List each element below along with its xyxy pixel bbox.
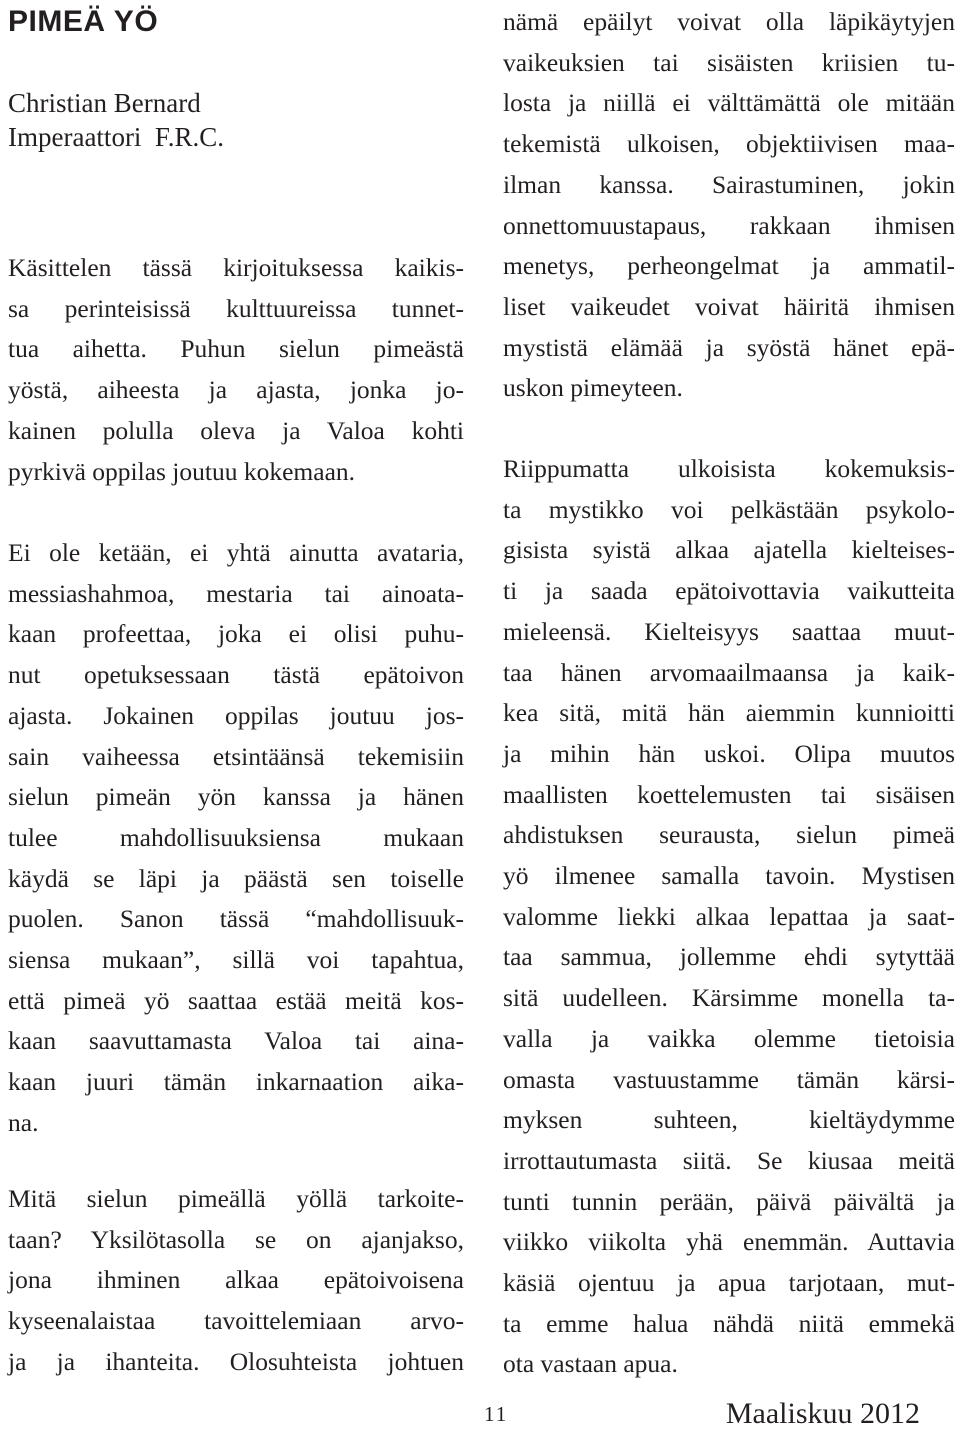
text-line: kea sitä, mitä hän aiemmin kunnioitti (503, 698, 955, 728)
text-line: että pimeä yö saattaa estää meitä kos- (8, 985, 464, 1015)
text-line: taa hänen arvomaailmaansa ja kaik- (503, 657, 955, 687)
text-line: maallisten koettelemusten tai sisäisen (503, 779, 955, 809)
text-line: Käsittelen tässä kirjoituksessa kaikis- (8, 253, 464, 282)
page-number: 11 (484, 1402, 509, 1426)
paragraph-1 (8, 248, 464, 492)
text-line: liset vaikeudet voivat häiritä ihmisen (503, 291, 955, 321)
text-line: messiashahmoa, mestaria tai ainoata- (8, 578, 464, 608)
paragraph-4 (503, 2, 955, 409)
text-line: käydä se läpi ja päästä sen toiselle (8, 863, 464, 893)
text-line: kaan profeettaa, joka ei olisi puhu- (8, 619, 464, 649)
text-line: sain vaiheessa etsintäänsä tekemisiin (8, 741, 464, 771)
text-line: tulee mahdollisuuksiensa mukaan (8, 822, 464, 852)
text-line: mieleensä. Kielteisyys saattaa muut- (503, 616, 955, 646)
text-line: ti ja saada epätoivottavia vaikutteita (503, 576, 955, 606)
text-line: ilman kanssa. Sairastuminen, jokin (503, 169, 955, 199)
text-line: sa perinteisissä kulttuureissa tunnet- (8, 293, 464, 323)
text-line: sitä uudelleen. Kärsimme monella ta- (503, 983, 955, 1013)
text-line: kaan saavuttamasta Valoa tai aina- (8, 1026, 464, 1056)
text-line: omasta vastuustamme tämän kärsi- (503, 1064, 955, 1094)
paragraph-2 (8, 533, 464, 1144)
text-line: pyrkivä oppilas joutuu kokemaan. (8, 456, 356, 486)
text-line: ota vastaan apua. (503, 1349, 678, 1379)
text-line: losta ja niillä ei välttämättä ole mitään (503, 88, 955, 118)
text-line: Mitä sielun pimeällä yöllä tarkoite- (8, 1184, 464, 1213)
paragraph-3 (8, 1179, 464, 1383)
text-line: myksen suhteen, kieltäydymme (503, 1105, 955, 1135)
text-line: irrottautumasta siitä. Se kiusaa meitä (503, 1145, 955, 1175)
text-line: viikko viikolta yhä enemmän. Auttavia (503, 1227, 955, 1257)
text-line: mystistä elämää ja syöstä hänet epä- (503, 332, 955, 362)
text-line: ahdistuksen seurausta, sielun pimeä (503, 820, 955, 850)
text-line: sielun pimeän yön kanssa ja hänen (8, 782, 464, 812)
text-line: yöstä, aiheesta ja ajasta, jonka jo- (8, 375, 464, 405)
text-line: ja mihin hän uskoi. Olipa muutos (503, 738, 955, 768)
text-line: nämä epäilyt voivat olla läpikäytyjen (503, 7, 955, 36)
text-line: na. (8, 1107, 39, 1137)
text-line: tua aihetta. Puhun sielun pimeästä (8, 334, 464, 364)
text-line: jona ihminen alkaa epätoivoisena (8, 1265, 464, 1295)
text-line: valla ja vaikka olemme tietoisia (503, 1023, 955, 1053)
text-line: puolen. Sanon tässä “mahdollisuuk- (8, 904, 464, 934)
text-line: onnettomuustapaus, rakkaan ihmisen (503, 210, 955, 240)
text-line: taan? Yksilötasolla se on ajanjakso, (8, 1224, 464, 1254)
text-line: kainen polulla oleva ja Valoa kohti (8, 415, 464, 445)
text-line: tunti tunnin perään, päivä päivältä ja (503, 1186, 955, 1216)
text-line: kyseenalaistaa tavoittelemiaan arvo- (8, 1306, 464, 1336)
author-block (8, 86, 224, 154)
text-line: menetys, perheongelmat ja ammatil- (503, 251, 955, 281)
text-line: valomme liekki alkaa lepattaa ja saat- (503, 901, 955, 931)
text-line: yö ilmenee samalla tavoin. Mystisen (503, 861, 955, 891)
issue-date: Maaliskuu 2012 (725, 1397, 920, 1430)
text-line: tekemistä ulkoisen, objektiivisen maa- (503, 129, 955, 159)
author-name: Christian Bernard (8, 88, 201, 118)
text-line: vaikeuksien tai sisäisten kriisien tu- (503, 47, 955, 77)
text-line: kaan juuri tämän inkarnaation aika- (8, 1067, 464, 1097)
text-line: ta mystikko voi pelkästään psykolo- (503, 494, 955, 524)
author-role: Imperaattori F.R.C. (8, 122, 225, 152)
text-line: käsiä ojentuu ja apua tarjotaan, mut- (503, 1268, 955, 1298)
text-line: taa sammua, jollemme ehdi sytyttää (503, 942, 955, 972)
text-line: ajasta. Jokainen oppilas joutuu jos- (8, 700, 464, 730)
text-line: nut opetuksessaan tästä epätoivon (8, 660, 464, 690)
text-line: Riippumatta ulkoisista kokemuksis- (503, 454, 955, 483)
article-title: PIMEÄ YÖ (8, 5, 159, 38)
text-line: ta emme halua nähdä niitä emmekä (503, 1308, 955, 1338)
text-line: ja ja ihanteita. Olosuhteista johtuen (8, 1346, 464, 1376)
text-line: Ei ole ketään, ei yhtä ainutta avataria, (8, 538, 464, 567)
paragraph-5 (503, 449, 955, 1385)
text-line: siensa mukaan”, sillä voi tapahtua, (8, 945, 464, 975)
text-line: uskon pimeyteen. (503, 373, 683, 403)
text-line: gisista syistä alkaa ajatella kielteises- (503, 535, 955, 565)
